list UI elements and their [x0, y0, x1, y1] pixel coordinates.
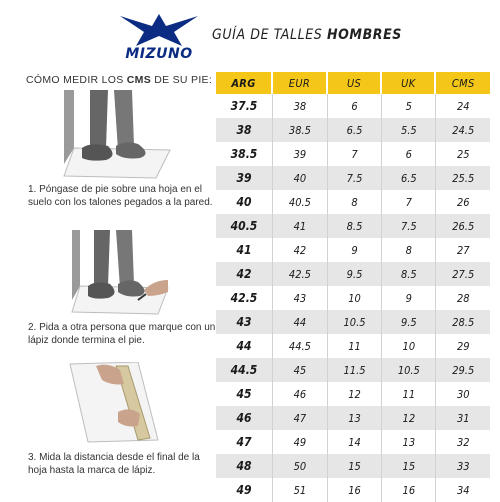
table-row	[216, 406, 490, 430]
cell-cms: 33	[436, 454, 490, 478]
cell-eur: 40.5	[273, 190, 328, 214]
measure-heading-end: DE SU PIE:	[154, 74, 213, 86]
cell-us: 6.5	[328, 118, 382, 142]
cell-us: 9	[328, 238, 382, 262]
size-rows	[216, 94, 490, 502]
cell-uk: 7.5	[382, 214, 436, 238]
cell-uk: 9	[382, 286, 436, 310]
cell-arg: 44	[216, 334, 273, 358]
title-prefix: GUÍA DE TALLES	[212, 27, 323, 43]
table-row	[216, 286, 490, 310]
table-row	[216, 94, 490, 118]
cell-cms: 25	[456, 147, 470, 161]
table-row	[216, 262, 490, 286]
cell-uk: 12	[382, 406, 436, 430]
cell-cms: 24.5	[436, 118, 490, 142]
cell-eur: 50	[273, 454, 328, 478]
cell-cms: 25.5	[436, 166, 490, 190]
cell-uk: 8.5	[382, 262, 436, 286]
standing-on-paper-illustration	[60, 90, 172, 180]
step-2-text: Pida a otra persona que marque con un lápiz donde termina el pie.	[28, 322, 216, 346]
cell-arg: 49	[216, 478, 273, 502]
cell-eur: 42.5	[273, 262, 328, 286]
cell-cms: 26.5	[436, 214, 490, 238]
cell-cms: 27.5	[436, 262, 490, 286]
cell-cms: 28	[456, 291, 470, 305]
measure-heading-start: CÓMO MEDIR LOS	[26, 74, 124, 86]
table-row	[216, 118, 490, 142]
cell-us: 16	[328, 478, 382, 502]
header	[0, 0, 500, 70]
cell-arg: 42	[216, 262, 273, 286]
measure-heading-bold: CMS	[126, 74, 151, 86]
cell-us: 11.5	[328, 358, 382, 382]
table-row	[216, 238, 490, 262]
size-chart-table	[216, 72, 490, 502]
header-cms: CMS	[436, 72, 490, 94]
brand-wordmark: MIZUNO	[125, 46, 193, 62]
title-emphasis: HOMBRES	[326, 27, 402, 43]
cell-us: 7	[328, 142, 382, 166]
cell-eur: 44.5	[273, 334, 328, 358]
step-2-number: 2.	[28, 322, 37, 333]
table-header-row	[216, 72, 490, 94]
cell-cms: 31	[436, 406, 490, 430]
cell-us: 9.5	[328, 262, 382, 286]
cell-cms: 27	[456, 243, 470, 257]
step-2	[28, 322, 218, 347]
cell-eur: 45	[273, 358, 328, 382]
cell-cms: 24	[456, 99, 470, 113]
cell-us: 12	[328, 382, 382, 406]
cell-uk: 15	[382, 454, 436, 478]
cell-us: 14	[328, 430, 382, 454]
cell-eur: 51	[273, 478, 328, 502]
cell-cms: 29	[456, 339, 470, 353]
table-row	[216, 334, 490, 358]
cell-eur: 38	[273, 94, 328, 118]
table-row	[216, 478, 490, 502]
measure-heading	[26, 74, 212, 86]
page-title	[212, 27, 402, 43]
cell-us: 7.5	[328, 166, 382, 190]
cell-arg: 46	[216, 406, 273, 430]
cell-eur: 46	[273, 382, 328, 406]
cell-cms: 30	[456, 387, 470, 401]
cell-us: 11	[328, 334, 382, 358]
cell-arg: 41	[216, 238, 273, 262]
cell-us: 15	[328, 454, 382, 478]
cell-uk: 6	[382, 142, 436, 166]
header-eur: EUR	[273, 72, 328, 94]
cell-arg: 37.5	[216, 94, 273, 118]
header-arg: ARG	[216, 72, 273, 94]
step-1	[28, 184, 218, 209]
cell-eur: 49	[273, 430, 328, 454]
mizuno-logo	[118, 12, 200, 64]
table-row	[216, 358, 490, 382]
cell-arg: 42.5	[216, 286, 273, 310]
cell-uk: 10	[382, 334, 436, 358]
header-uk: UK	[382, 72, 436, 94]
cell-eur: 41	[273, 214, 328, 238]
cell-uk: 6.5	[382, 166, 436, 190]
header-us: US	[328, 72, 382, 94]
cell-uk: 9.5	[382, 310, 436, 334]
cell-eur: 43	[273, 286, 328, 310]
cell-arg: 47	[216, 430, 273, 454]
table-row	[216, 310, 490, 334]
cell-arg: 45	[216, 382, 273, 406]
table-row	[216, 142, 490, 166]
cell-uk: 8	[382, 238, 436, 262]
cell-uk: 5.5	[382, 118, 436, 142]
measuring-paper-illustration	[68, 362, 160, 444]
cell-arg: 43	[216, 310, 273, 334]
step-1-number: 1.	[28, 184, 37, 195]
cell-us: 13	[328, 406, 382, 430]
cell-arg: 44.5	[216, 358, 273, 382]
cell-cms: 34	[456, 483, 470, 497]
cell-uk: 10.5	[382, 358, 436, 382]
table-row	[216, 454, 490, 478]
cell-arg: 40	[216, 190, 273, 214]
measure-instructions	[18, 70, 218, 500]
cell-eur: 47	[273, 406, 328, 430]
cell-eur: 44	[273, 310, 328, 334]
step-3-number: 3.	[28, 452, 37, 463]
cell-arg: 38	[216, 118, 273, 142]
cell-cms: 29.5	[436, 358, 490, 382]
cell-arg: 38.5	[216, 142, 273, 166]
table-row	[216, 430, 490, 454]
cell-us: 6	[328, 94, 382, 118]
cell-uk: 13	[382, 430, 436, 454]
cell-eur: 38.5	[273, 118, 328, 142]
table-row	[216, 214, 490, 238]
cell-us: 8.5	[328, 214, 382, 238]
step-3-text: Mida la distancia desde el final de la hoja hasta la marca de lápiz.	[28, 452, 200, 476]
cell-arg: 40.5	[216, 214, 273, 238]
cell-arg: 48	[216, 454, 273, 478]
runbird-icon	[118, 12, 200, 48]
cell-eur: 40	[273, 166, 328, 190]
cell-arg: 39	[216, 166, 273, 190]
table-row	[216, 166, 490, 190]
table-row	[216, 382, 490, 406]
table-row	[216, 190, 490, 214]
cell-eur: 39	[273, 142, 328, 166]
step-1-text: Póngase de pie sobre una hoja en el suelo con los talones pegados a la pared.	[28, 184, 213, 208]
marking-foot-illustration	[68, 230, 172, 316]
cell-us: 10	[328, 286, 382, 310]
cell-cms: 26	[456, 195, 470, 209]
cell-uk: 5	[382, 94, 436, 118]
cell-uk: 16	[382, 478, 436, 502]
cell-us: 10.5	[328, 310, 382, 334]
cell-cms: 32	[456, 435, 470, 449]
cell-us: 8	[328, 190, 382, 214]
cell-uk: 7	[382, 190, 436, 214]
step-3	[28, 452, 218, 477]
cell-cms: 28.5	[436, 310, 490, 334]
cell-eur: 42	[273, 238, 328, 262]
cell-uk: 11	[382, 382, 436, 406]
